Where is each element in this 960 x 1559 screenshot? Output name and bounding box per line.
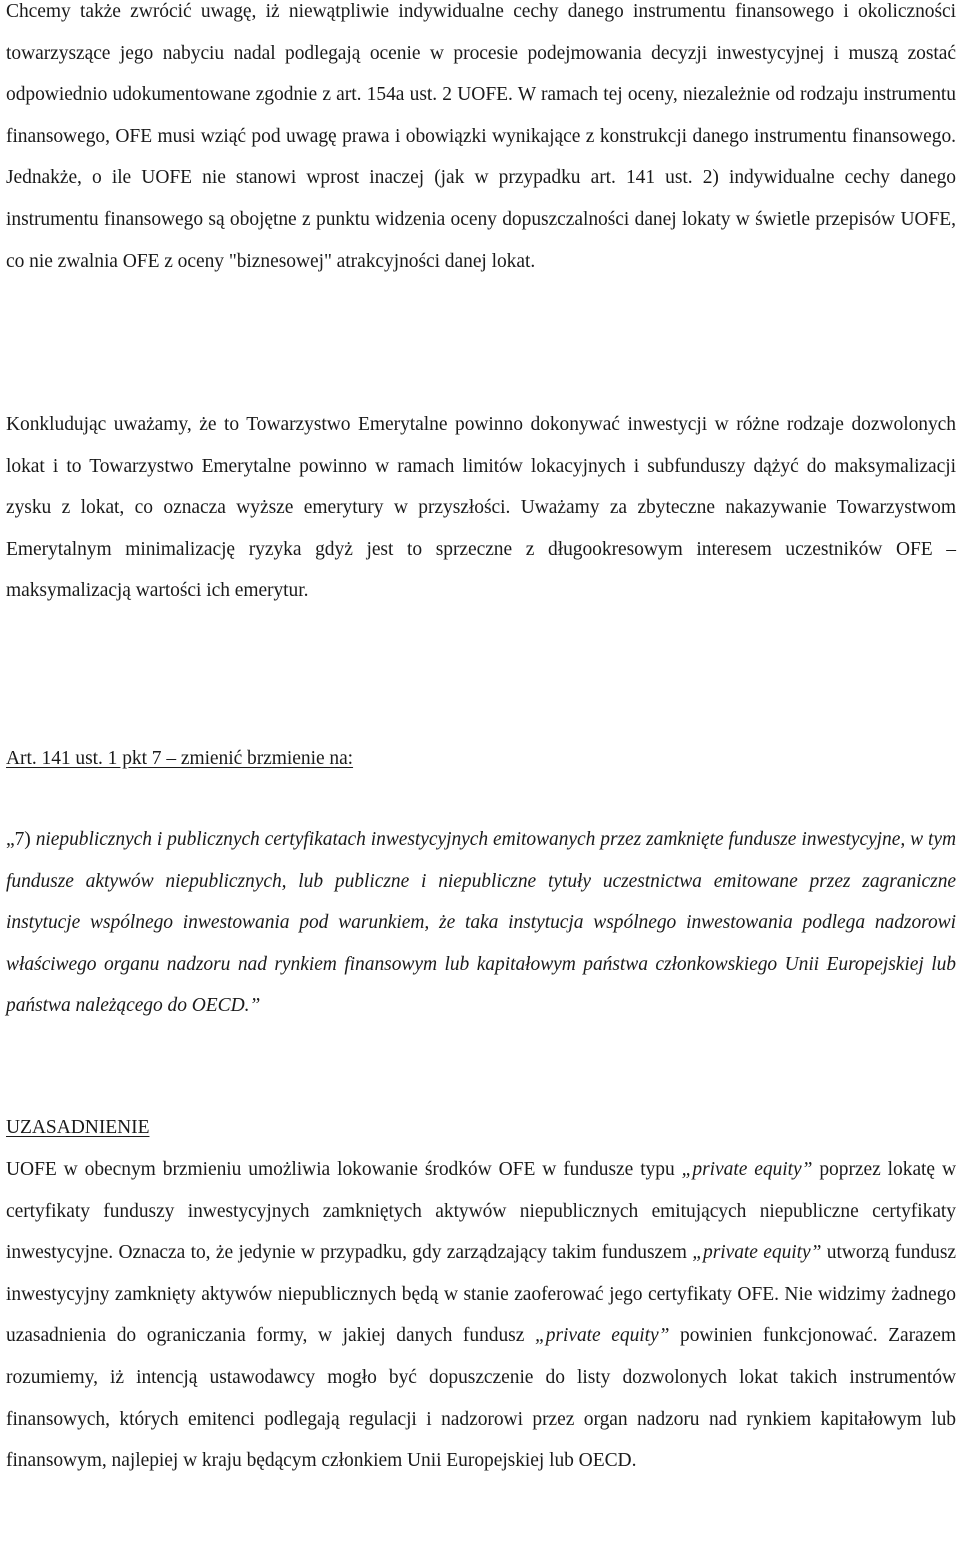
amendment-body: niepublicznych i publicznych certyfikatach inwestycyjnych emitowanych przez zamknięte fundusze inwestycyjne, w tym fundusze aktywów niepublicznych, lub publiczne i niepubliczne tytuły uczestnictwa emitowane przez zagraniczne instytucje wspólnego inwestowania pod warunkiem, że taka instytucja wspólnego inwestowania podlega nadzorowi właściwego organu nadzoru nad rynkiem finansowym lub kapitałowym państwa członkowskiego Unii Europejskiej lub państwa należącego do OECD. <box>6 829 956 1017</box>
amendment-open-quote: „ <box>6 829 15 850</box>
justification-heading-text: UZASADNIENIE <box>6 1117 150 1138</box>
paragraph-instrument-assessment: Chcemy także zwrócić uwagę, iż niewątpliwie indywidualne cechy danego instrumentu finansowego i okoliczności towarzyszące jego nabyciu nadal podlegają ocenie w procesie podejmowania decyzji inwestycyjnej i muszą zostać odpowiednio udokumentowane zgodnie z art. 154a ust. 2 UOFE. W ramach tej oceny, niezależnie od rodzaju instrumentu finansowego, OFE musi wziąć pod uwagę prawa i obowiązki wynikające z konstrukcji danego instrumentu finansowego. Jednakże, o ile UOFE nie stanowi wprost inaczej (jak w przypadku art. 141 ust. 2) indywidualne cechy danego instrumentu finansowego są obojętne z punktu widzenia oceny dopuszczalności danej lokaty w świetle przepisów UOFE, co nie zwalnia OFE z oceny "biznesowej" atrakcyjności danej lokat. <box>6 1 956 272</box>
justification-part-2: poprzez lokatę w certyfikaty funduszy inwestycyjnych zamkniętych aktywów niepublicznych emitujących niepubliczne certyfikaty inwestycyjne. Oznacza to, że jedynie w przypadku, gdy zarządzający takim funduszem <box>6 1159 957 1264</box>
amendment-text <box>6 819 956 1027</box>
term-private-equity-3: „private equity” <box>534 1325 670 1347</box>
paragraph-conclusion: Konkludując uważamy, że to Towarzystwo Emerytalne powinno dokonywać inwestycji w różne rodzaje dozwolonych lokat i to Towarzystwo Emerytalne powinno w ramach limitów lokacyjnych i subfunduszy dążyć do maksymalizacji zysku z lokat, co oznacza wyższe emerytury w przyszłości. Uważamy za zbyteczne nakazywanie Towarzystwom Emerytalnym minimalizację ryzyka gdyż jest to sprzeczne z długookresowym interesem uczestników OFE – maksymalizacją wartości ich emerytur. <box>6 414 956 602</box>
amendment-heading-text: Art. 141 ust. 1 pkt 7 – zmienić brzmienie na: <box>6 748 354 769</box>
justification-heading <box>6 1107 956 1149</box>
justification-part-1: UOFE w obecnym brzmieniu umożliwia lokowanie środków OFE w fundusze typu <box>6 1159 682 1180</box>
justification-part-3: utworzą fundusz inwestycyjny zamknięty aktywów niepublicznych będą w stanie zaoferować jego certyfikaty OFE. Nie widzimy żadnego uzasadnienia do ograniczania formy, w jakiej danych fundusz <box>6 1242 957 1347</box>
term-private-equity-2: „private equity” <box>692 1242 822 1264</box>
amendment-close-quote: ” <box>249 995 261 1017</box>
amendment-point-number: 7) <box>14 829 31 850</box>
term-private-equity-1: „private equity” <box>681 1159 813 1180</box>
justification-text <box>6 1149 956 1482</box>
amendment-heading <box>6 738 956 780</box>
justification-part-4: powinien funkcjonować. Zarazem rozumiemy, iż intencją ustawodawcy mogło być dopuszczenie do listy dozwolonych lokat takich instrumentów finansowych, których emitenci podlegają regulacji i nadzorowi przez organ nadzoru nad rynkiem kapitałowym lub finansowym, najlepiej w kraju będącym członkiem Unii Europejskiej lub OECD. <box>6 1325 956 1472</box>
